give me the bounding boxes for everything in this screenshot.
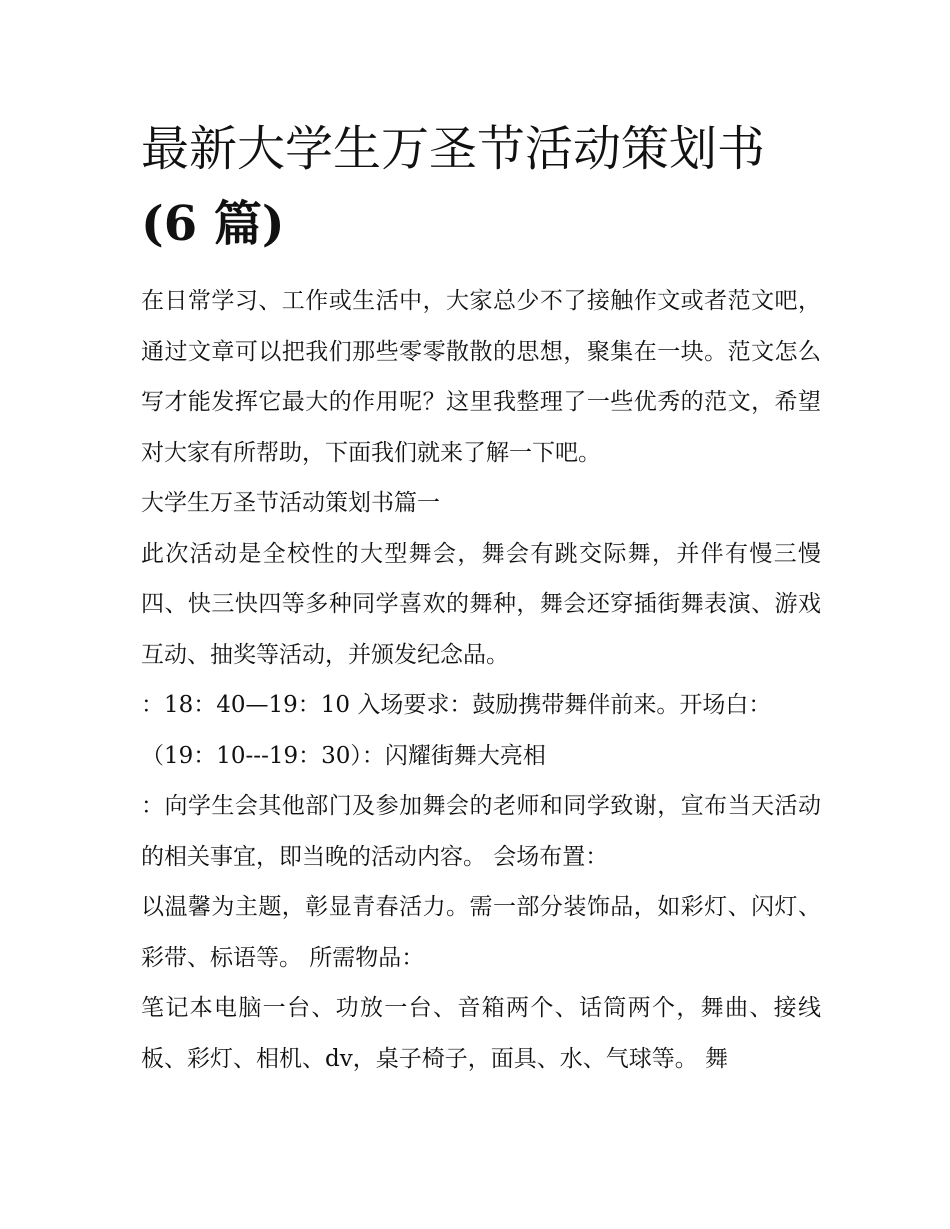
- document-title: [141, 112, 821, 262]
- venue-decoration: 以温馨为主题，彰显青春活力。需一部分装饰品，如彩灯、闪灯、彩带、标语等。 所需物品：: [141, 894, 821, 971]
- schedule-entrance: ：18：40—19：10 入场要求：鼓励携带舞伴前来。开场白：: [141, 692, 772, 718]
- activity-description: 此次活动是全校性的大型舞会，舞会有跳交际舞，并伴有慢三慢四、快三快四等多种同学喜欢的舞种，舞会还穿插街舞表演、游戏互动、抽奖等活动，并颁发纪念品。: [141, 540, 821, 668]
- title-line-2: (6 篇): [141, 196, 285, 252]
- required-items: 笔记本电脑一台、功放一台、音箱两个、话筒两个，舞曲、接线板、彩灯、相机、dv，桌子椅子，面具、水、气球等。 舞: [141, 995, 821, 1072]
- intro-paragraph: 在日常学习、工作或生活中，大家总少不了接触作文或者范文吧，通过文章可以把我们那些零零散散的思想，聚集在一块。范文怎么写才能发挥它最大的作用呢？这里我整理了一些优秀的范文，希望对大家有所帮助，下面我们就来了解一下吧。: [141, 288, 821, 466]
- schedule-opening: （19：10---19：30）：闪耀街舞大亮相: [141, 742, 546, 769]
- title-line-1: 最新大学生万圣节活动策划书: [141, 121, 766, 177]
- document-body: [141, 276, 821, 1084]
- section-heading: 大学生万圣节活动策划书篇一: [141, 490, 440, 516]
- schedule-thanks: ：向学生会其他部门及参加舞会的老师和同学致谢，宣布当天活动的相关事宜，即当晚的活动内容。 会场布置：: [141, 793, 821, 870]
